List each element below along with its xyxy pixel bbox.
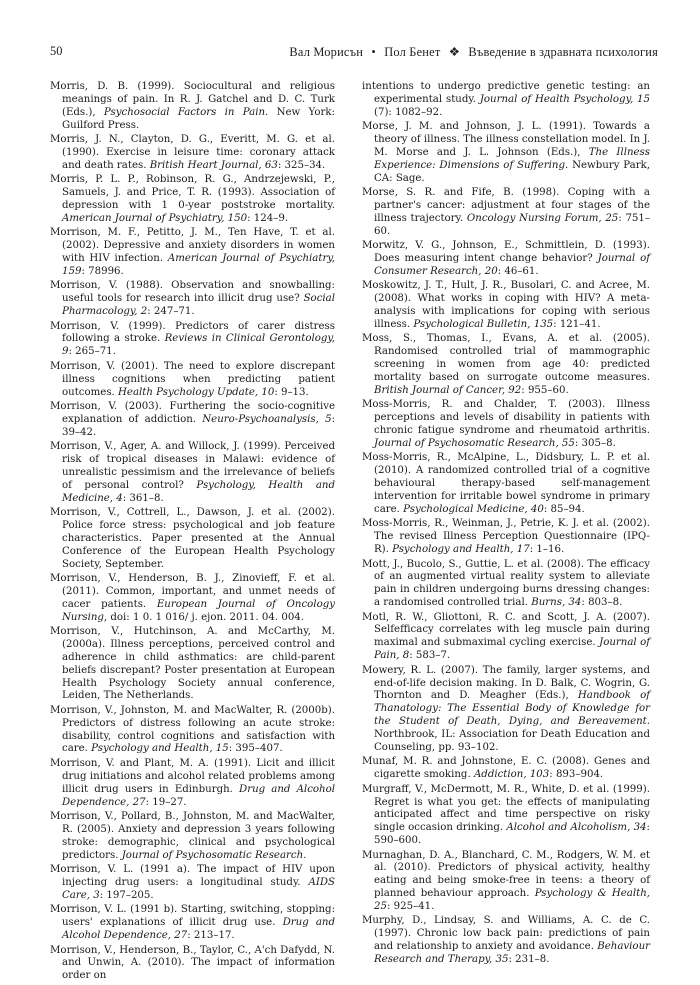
reference-entry [362, 756, 650, 782]
reference-source-title: Journal of Psychosomatic Research. [121, 849, 307, 861]
reference-text: Morse, S. R. and Fife, B. (1998). Coping with a partner's cancer: adjustment at four stages of the illness trajectory. [362, 187, 650, 224]
reference-text: Morrison, V. (1988). Observation and snowballing: useful tools for research into illicit drug use? [50, 280, 335, 305]
reference-text: intentions to undergo predictive genetic testing: an experimental study. [362, 81, 650, 105]
reference-entry [362, 240, 650, 279]
reference-details: : 925–41. [386, 900, 435, 912]
reference-details: : 39–42. [62, 413, 336, 438]
reference-entry [362, 81, 650, 120]
reference-text: Morse, J. M. and Johnson, J. L. (1991). Towards a theory of illness. The illness constellation model. In J. M. Morse and J. L. Johnson (Eds.), [362, 121, 650, 158]
reference-details: : 121–41. [553, 318, 601, 330]
reference-source-title: American Journal of Psychiatry, 159 [62, 253, 335, 277]
reference-entry [50, 573, 335, 624]
reference-entry [362, 280, 650, 331]
reference-text: Munaf, M. R. and Johnstone, E. C. (2008). Genes and cigarette smoking. [362, 756, 650, 781]
reference-text: Moss-Morris, R., Weinman, J., Petrie, K. J. et al. (2002). The revised Illness Perception Questionnaire (IPQ-R). [362, 518, 650, 556]
running-head-author-2: Пол Бенет [384, 45, 441, 59]
reference-text: Murnaghan, D. A., Blanchard, C. M., Rodgers, W. M. et al. (2010). Predictors of physical activity, healthy eating and being smoke-free in teens: a theory of planned behaviour approach. [362, 849, 650, 900]
reference-entry [50, 945, 335, 984]
reference-source-title: Alcohol and Alcoholism, 34 [506, 822, 647, 834]
reference-details: : 46–61. [497, 265, 539, 277]
reference-details: : 1–16. [529, 544, 565, 556]
reference-entry [362, 187, 650, 238]
reference-entry [50, 626, 335, 703]
reference-entry [50, 321, 335, 360]
references-right-column [362, 81, 650, 969]
reference-source-title: American Journal of Psychiatry, 150 [62, 212, 248, 224]
reference-entry [50, 227, 335, 278]
reference-text: Morrison, V. L. (1991 b). Starting, switching, stopping: users' explanations of illicit drug use. [50, 904, 335, 929]
reference-text: Moskowitz, J. T., Hult, J. R., Busolari, C. and Acree, M. (2008). What works in coping with HIV? A meta-analysis with implications for coping with serious illness. [362, 280, 650, 330]
reference-entry [362, 518, 650, 557]
reference-source-title: British Journal of Cancer, 92 [374, 384, 522, 396]
reference-source-title: Journal of Consumer Research, 20 [374, 253, 650, 277]
reference-entry [362, 121, 650, 185]
reference-source-title: Journal of Psychosomatic Research, 55 [374, 437, 575, 449]
reference-source-title: Reviews in Clinical Gerontology, 9 [62, 333, 336, 358]
reference-entry [50, 401, 335, 440]
reference-source-title: Burns, 34 [531, 597, 582, 609]
reference-text: Morrison, V., Cottrell, L., Dawson, J. et al. (2002). Police force stress: psychological and job feature characteristics. Paper presented at the Annual Conference of the European Health Psychology Society, September. [50, 507, 335, 570]
reference-source-title: Psychosocial Factors in Pain. [103, 106, 269, 118]
reference-source-title: Journal of Health Psychology, 15 [479, 93, 650, 105]
reference-text: Murgraff, V., McDermott, M. R., White, D. et al. (1999). Regret is what you get: the effects of manipulating anticipated affect and time perspective on risky single occasion drinking. [362, 783, 650, 834]
page-number: 50 [50, 44, 63, 58]
reference-source-title: Psychological Medicine, 40 [403, 503, 544, 515]
reference-entry [50, 441, 335, 505]
reference-details: : 213–17. [187, 930, 235, 941]
reference-source-title: Psychology, Health and Medicine, 4 [62, 479, 335, 504]
reference-source-title: Drug and Alcohol Dependence, 27 [62, 917, 336, 941]
reference-text: Morrison, V., Ager, A. and Willock, J. (1999). Perceived risk of tropical diseases in Malawi: evidence of unrealistic pessimism and the irrelevance of beliefs of personal control? [50, 441, 335, 491]
reference-text: Morrison, V., Henderson, B. J., Zinovieff, F. et al. (2011). Common, important, and unmet needs of cacer patients. [50, 573, 335, 610]
reference-entry [362, 665, 650, 755]
reference-entry [50, 864, 335, 903]
reference-details: : 265–71. [68, 346, 116, 358]
reference-details: New York: Guilford Press. [62, 106, 335, 131]
reference-source-title: Social Pharmacology, 2 [62, 293, 335, 318]
reference-entry [362, 850, 650, 914]
reference-source-title: Journal of Pain, 8 [374, 637, 651, 662]
reference-text: Motl, R. W., Gliottoni, R. C. and Scott, J. A. (2007). Selfefficacy correlates with leg muscle pain during maximal and submaximal cycling exercise. [362, 611, 650, 649]
reference-text: Morrison, V., Henderson, B., Taylor, C., A'ch Dafydd, N. and Unwin, A. (2010). The impact of information order on [50, 944, 335, 982]
reference-details: : 305–8. [574, 437, 616, 449]
reference-source-title: Drug and Alcohol Dependence, 27 [62, 783, 335, 808]
reference-text: Mowery, R. L. (2007). The family, larger systems, and end-of-life decision making. In D. Balk, C. Wogrin, G. Thornton and D. Meagher (Eds.), [362, 664, 650, 702]
reference-details: : 590–600. [374, 822, 650, 847]
reference-details: : 893–904. [549, 769, 604, 781]
reference-entry [362, 559, 650, 610]
reference-details: : 231–8. [508, 954, 550, 965]
reference-text: Morrison, V., Hutchinson, A. and McCarthy, M. (2000a). Illness perceptions, perceived control and adherence in child asthmatics: are child-parent beliefs discrepant? Poster presentation at European Health Psychology Society annual conference, Leiden, The Netherlands. [50, 626, 335, 702]
reference-source-title: Behaviour Research and Therapy, 35 [374, 941, 650, 965]
reference-text: Morrison, V. (1999). Predictors of carer distress following a stroke. [50, 320, 335, 345]
reference-text: Morrison, V. (2003). Furthering the socio-cognitive explanation of addiction. [50, 401, 335, 425]
reference-text: Moss-Morris, R., McAlpine, L., Didsbury, L. P. et al. (2010). A randomized controlled trial of a cognitive behavioural therapy-based self-management intervention for irritable bowel syndrome in primary care. [362, 452, 650, 515]
reference-details: : 751–60. [374, 212, 650, 237]
reference-entry [50, 811, 335, 862]
reference-details: : 85–94. [543, 503, 585, 515]
reference-details: : 361–8. [122, 492, 164, 504]
page-header [50, 44, 658, 62]
reference-text: Morrison, V., Johnston, M. and MacWalter, R. (2000b). Predictors of distress following an acute stroke: disability, control cognitions and satisfaction with care. [50, 704, 335, 755]
reference-details: : 78996. [81, 265, 124, 277]
reference-entry [362, 399, 650, 450]
running-head-author-1: Вал Морисън [289, 45, 364, 59]
reference-details: : 803–8. [581, 597, 623, 609]
reference-source-title: Psychology & Health, 25 [374, 888, 650, 912]
reference-source-title: British Heart Journal, 63 [149, 159, 278, 171]
reference-details: : 19–27. [145, 796, 187, 808]
reference-details: : 9–13. [274, 386, 309, 398]
reference-text: Morwitz, V. G., Johnson, E., Schmittlein, D. (1993). Does measuring intent change behavior? [362, 240, 650, 265]
reference-entry [50, 904, 335, 943]
reference-details: : 197–205. [99, 889, 154, 901]
reference-details: : 583–7. [409, 650, 451, 662]
reference-text: Moss-Morris, R. and Chalder, T. (2003). Illness perceptions and levels of disability in patients with chronic fatigue syndrome and rheumatoid arthritis. [362, 399, 650, 437]
reference-text: Morris, J. N., Clayton, D. G., Everitt, M. G. et al. (1990). Exercise in leisure time: coronary attack and death rates. [50, 134, 335, 171]
reference-entry [50, 81, 335, 132]
reference-source-title: Health Psychology Update, 10 [118, 386, 275, 398]
reference-details: Northbrook, IL: Association for Death Education and Counseling, pp. 93–102. [374, 728, 650, 753]
ornament-separator: ❖ [448, 45, 461, 59]
reference-source-title: Psychological Bulletin, 135 [413, 318, 554, 330]
references-left-column [50, 81, 335, 985]
reference-entry [50, 134, 335, 173]
bullet-separator: • [371, 45, 376, 59]
reference-entry [50, 705, 335, 756]
running-head [289, 44, 658, 60]
reference-entry [50, 280, 335, 319]
reference-text: Morrison, M. F., Petitto, J. M., Ten Have, T. et al. (2002). Depressive and anxiety disorders in women with HIV infection. [50, 227, 335, 265]
reference-source-title: The Illness Experience: Dimensions of Suffering [374, 146, 650, 171]
reference-entry [362, 915, 650, 966]
reference-text: Moss, S., Thomas, I., Evans, A. et al. (2005). Randomised controlled trial of mammographic screening in women from age 40: predicted mortality based on surrogate outcome measures. [362, 333, 650, 383]
reference-details: : 247–71. [147, 306, 195, 318]
reference-text: Morris, D. B. (1999). Sociocultural and religious meanings of pain. In R. J. Gatchel and D. C. Turk (Eds.), [50, 81, 335, 118]
reference-entry [50, 507, 335, 571]
reference-text: Morrison, V. and Plant, M. A. (1991). Licit and illicit drug initiations and alcohol related problems among illicit drug users in Edinburgh. [50, 757, 335, 795]
reference-entry [50, 758, 335, 809]
reference-details: : 955–60. [521, 384, 569, 396]
reference-text: Mott, J., Bucolo, S., Guttie, L. et al. (2008). The efficacy of an augmented virtual reality system to alleviate pain in children undergoing burns dressing changes: a randomised controlled trial. [362, 558, 650, 609]
reference-details: : 395–407. [228, 743, 283, 755]
reference-entry [50, 174, 335, 225]
reference-entry [362, 784, 650, 848]
reference-entry [362, 333, 650, 397]
reference-source-title: Psychology and Health, 15 [91, 743, 229, 755]
reference-entry [362, 452, 650, 516]
reference-source-title: Psychology and Health, 17 [392, 544, 530, 556]
reference-source-title: Oncology Nursing Forum, 25 [466, 212, 619, 224]
reference-entry [50, 361, 335, 400]
reference-entry [362, 612, 650, 663]
reference-text: Morris, P. L. P., Robinson, R. G., Andrzejewski, P., Samuels, J. and Price, T. R. (1993). Association of depression with 1 0-year poststroke mortality. [50, 174, 335, 211]
reference-source-title: Handbook of Thanatology: The Essential Body of Knowledge for the Student of Death, Dying, and Bereavement. [374, 690, 650, 728]
reference-details: (7): 1082–92. [374, 106, 443, 118]
reference-source-title: European Journal of Oncology Nursing [62, 598, 335, 623]
reference-details: , doi: 1 0. 1 016/ j. ejon. 2011. 04. 004. [103, 611, 305, 623]
reference-source-title: Neuro-Psychoanalysis, 5 [202, 413, 332, 425]
reference-details: . Newbury Park, CA: Sage. [374, 159, 650, 184]
reference-details: : 124–9. [247, 212, 289, 224]
reference-text: Murphy, D., Lindsay, S. and Williams, A. C. de C. (1997). Chronic low back pain: predictions of pain and relationship to anxiety and avoidance. [362, 915, 650, 953]
reference-source-title: AIDS Care, 3 [62, 876, 335, 901]
reference-text: Morrison, V. L. (1991 a). The impact of HIV upon injecting drug users: a longitudinal study. [50, 864, 335, 888]
reference-source-title: Addiction, 103 [473, 769, 550, 781]
reference-details: : 325–34. [277, 159, 326, 171]
running-head-book-title: Въведение в здравната психология [468, 45, 658, 59]
reference-text: Morrison, V. (2001). The need to explore discrepant illness cognitions when predicting patient outcomes. [50, 360, 335, 398]
reference-text: Morrison, V., Pollard, B., Johnston, M. and MacWalter, R. (2005). Anxiety and depression 3 years following stroke: demographic, clinical and psychological predictors. [50, 811, 335, 861]
